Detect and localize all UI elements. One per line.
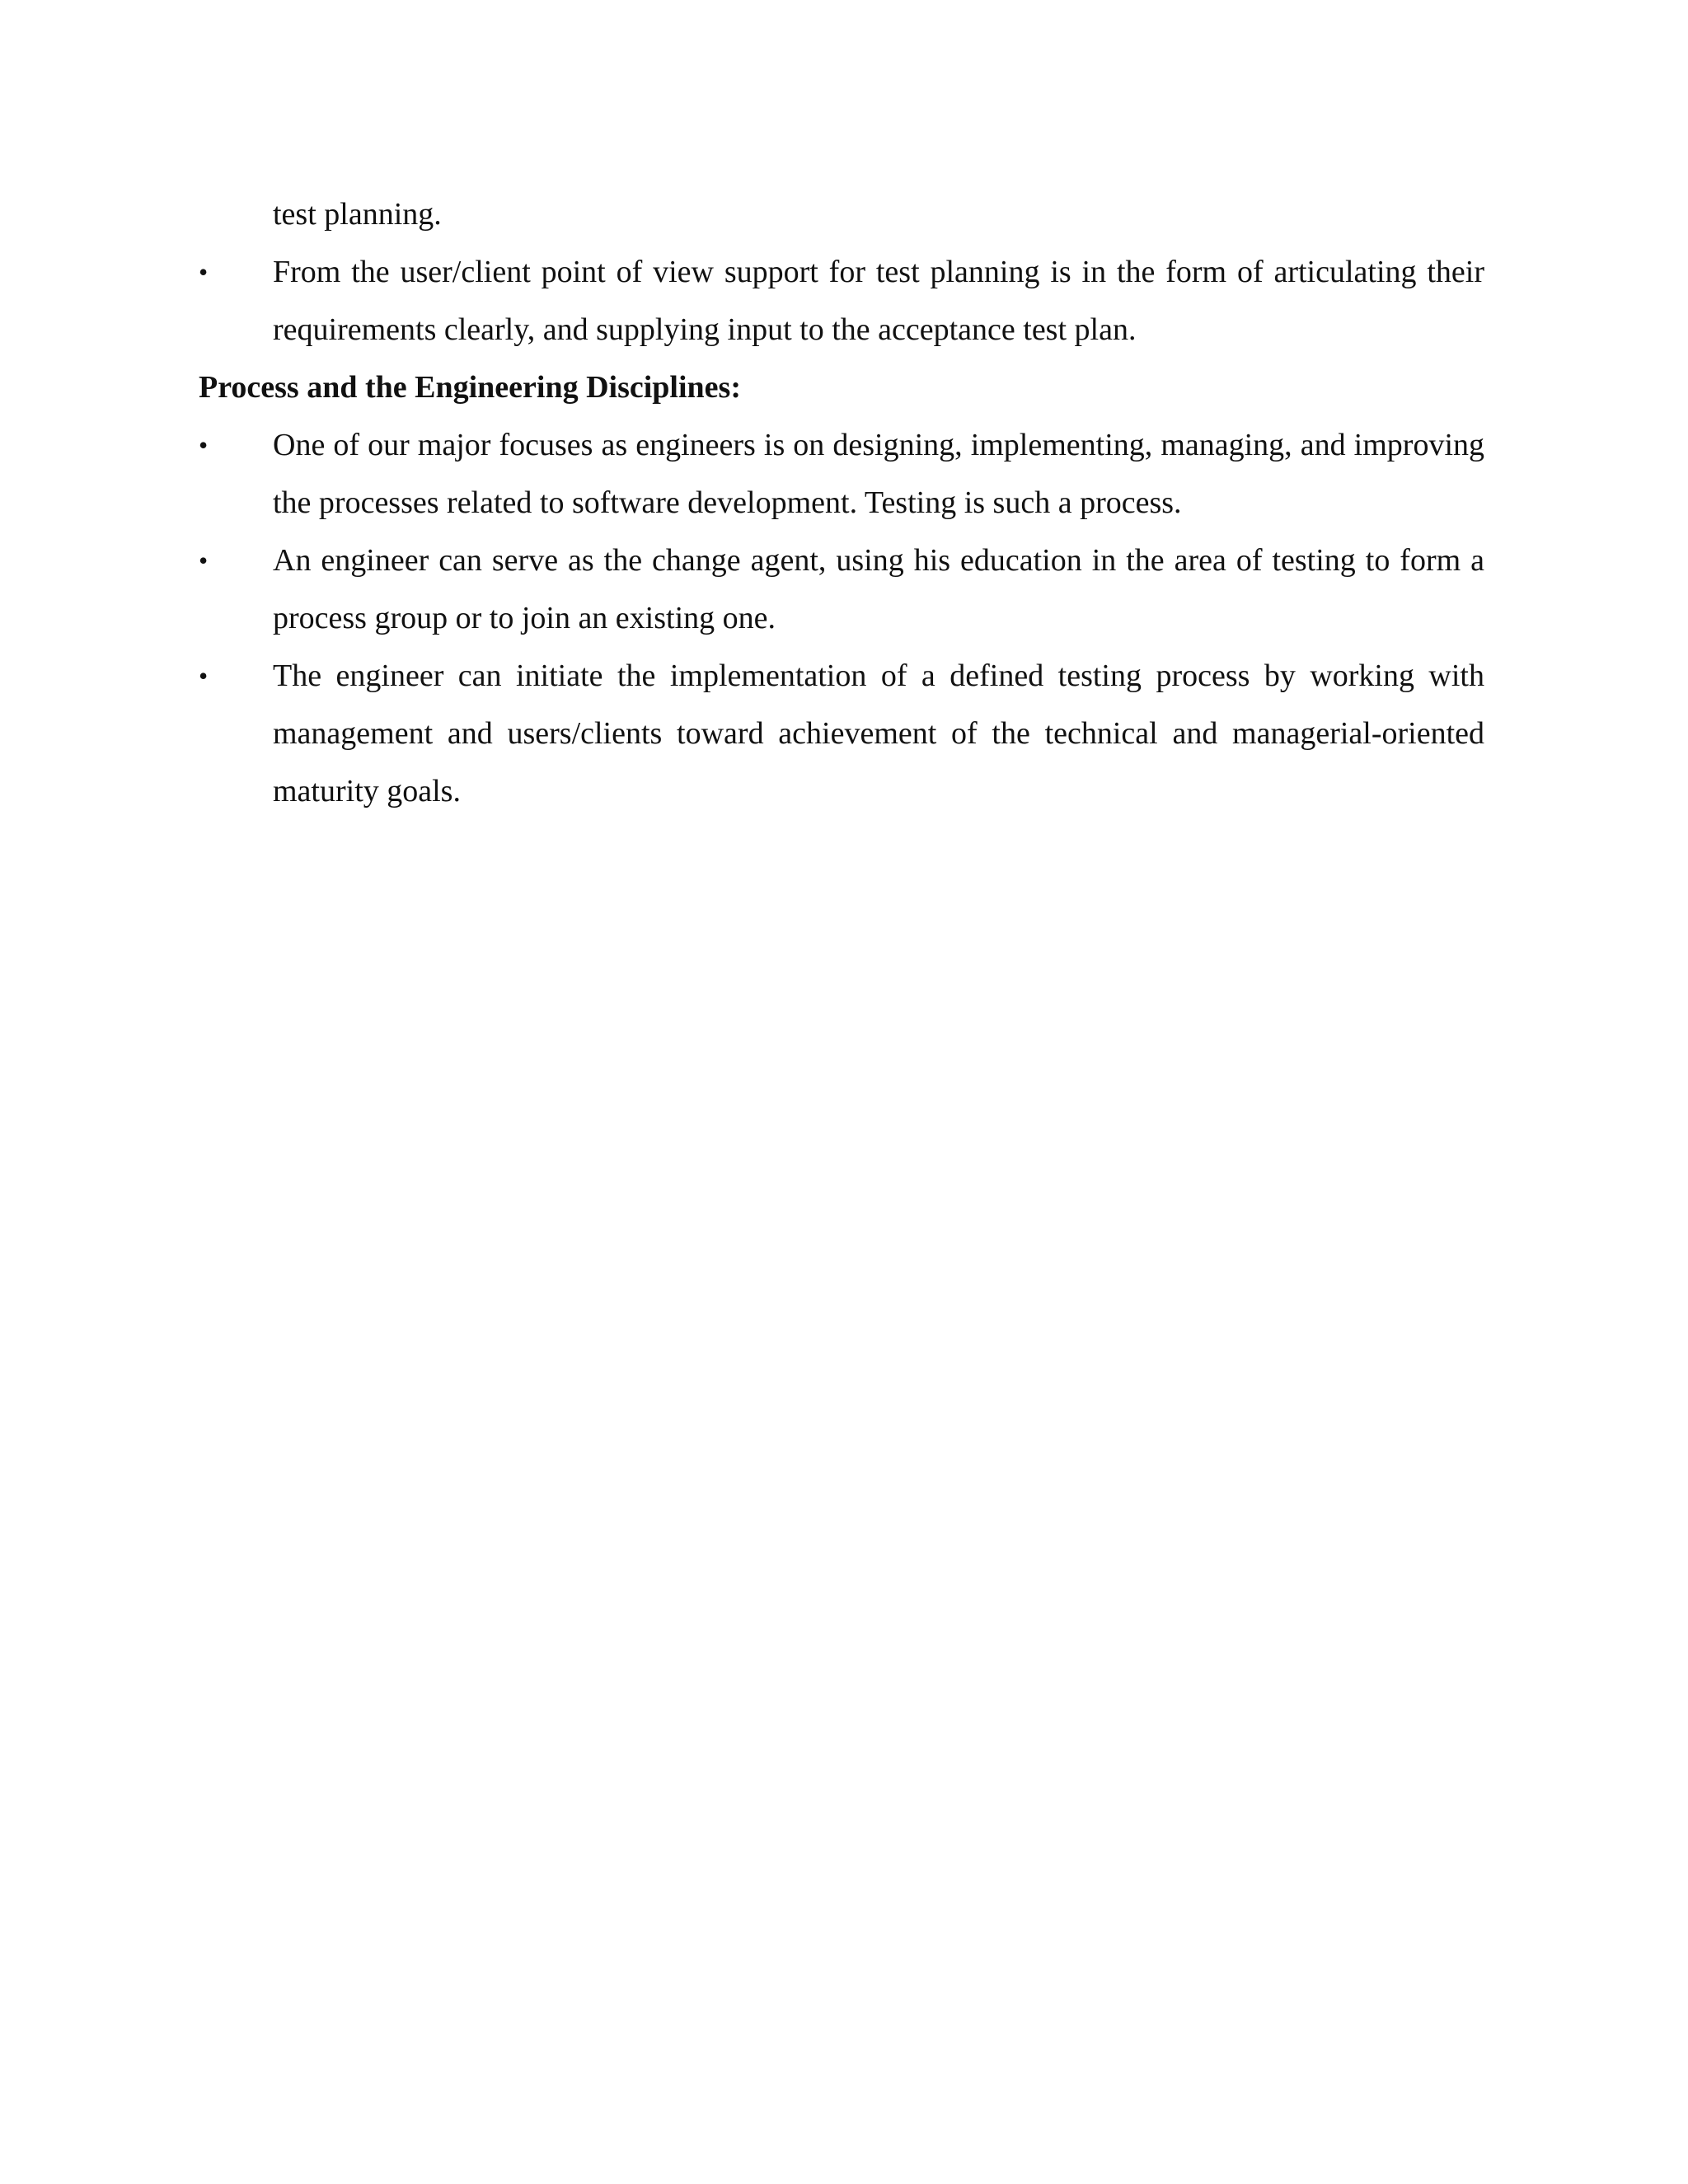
bullet-text: An engineer can serve as the change agent, using his education in the area of testing to form a process group or to join an existing one. — [273, 543, 1484, 635]
bullet-item-test-planning-user-client — [199, 243, 1484, 359]
bullet-item-engineering-focus — [199, 416, 1484, 532]
bullet-icon: • — [199, 546, 209, 575]
bullet-text: The engineer can initiate the implementation of a defined testing process by working with management and users/clients toward achievement of the technical and managerial-oriented maturity goals. — [273, 658, 1484, 808]
bullet-item-change-agent — [199, 532, 1484, 647]
bullet-text: One of our major focuses as engineers is on designing, implementing, managing, and improving the processes related to software development. Testing is such a process. — [273, 428, 1484, 520]
continued-paragraph: test planning. — [273, 197, 442, 232]
bullet-text: From the user/client point of view support for test planning is in the form of articulating their requirements clearly, and supplying input to the acceptance test plan. — [273, 255, 1484, 347]
bullet-icon: • — [199, 430, 209, 460]
bullet-item-defined-testing-process — [199, 647, 1484, 820]
bullet-icon: • — [199, 661, 209, 691]
document-content — [199, 185, 1484, 820]
section-heading: Process and the Engineering Disciplines: — [199, 370, 741, 405]
bullet-icon: • — [199, 257, 209, 287]
